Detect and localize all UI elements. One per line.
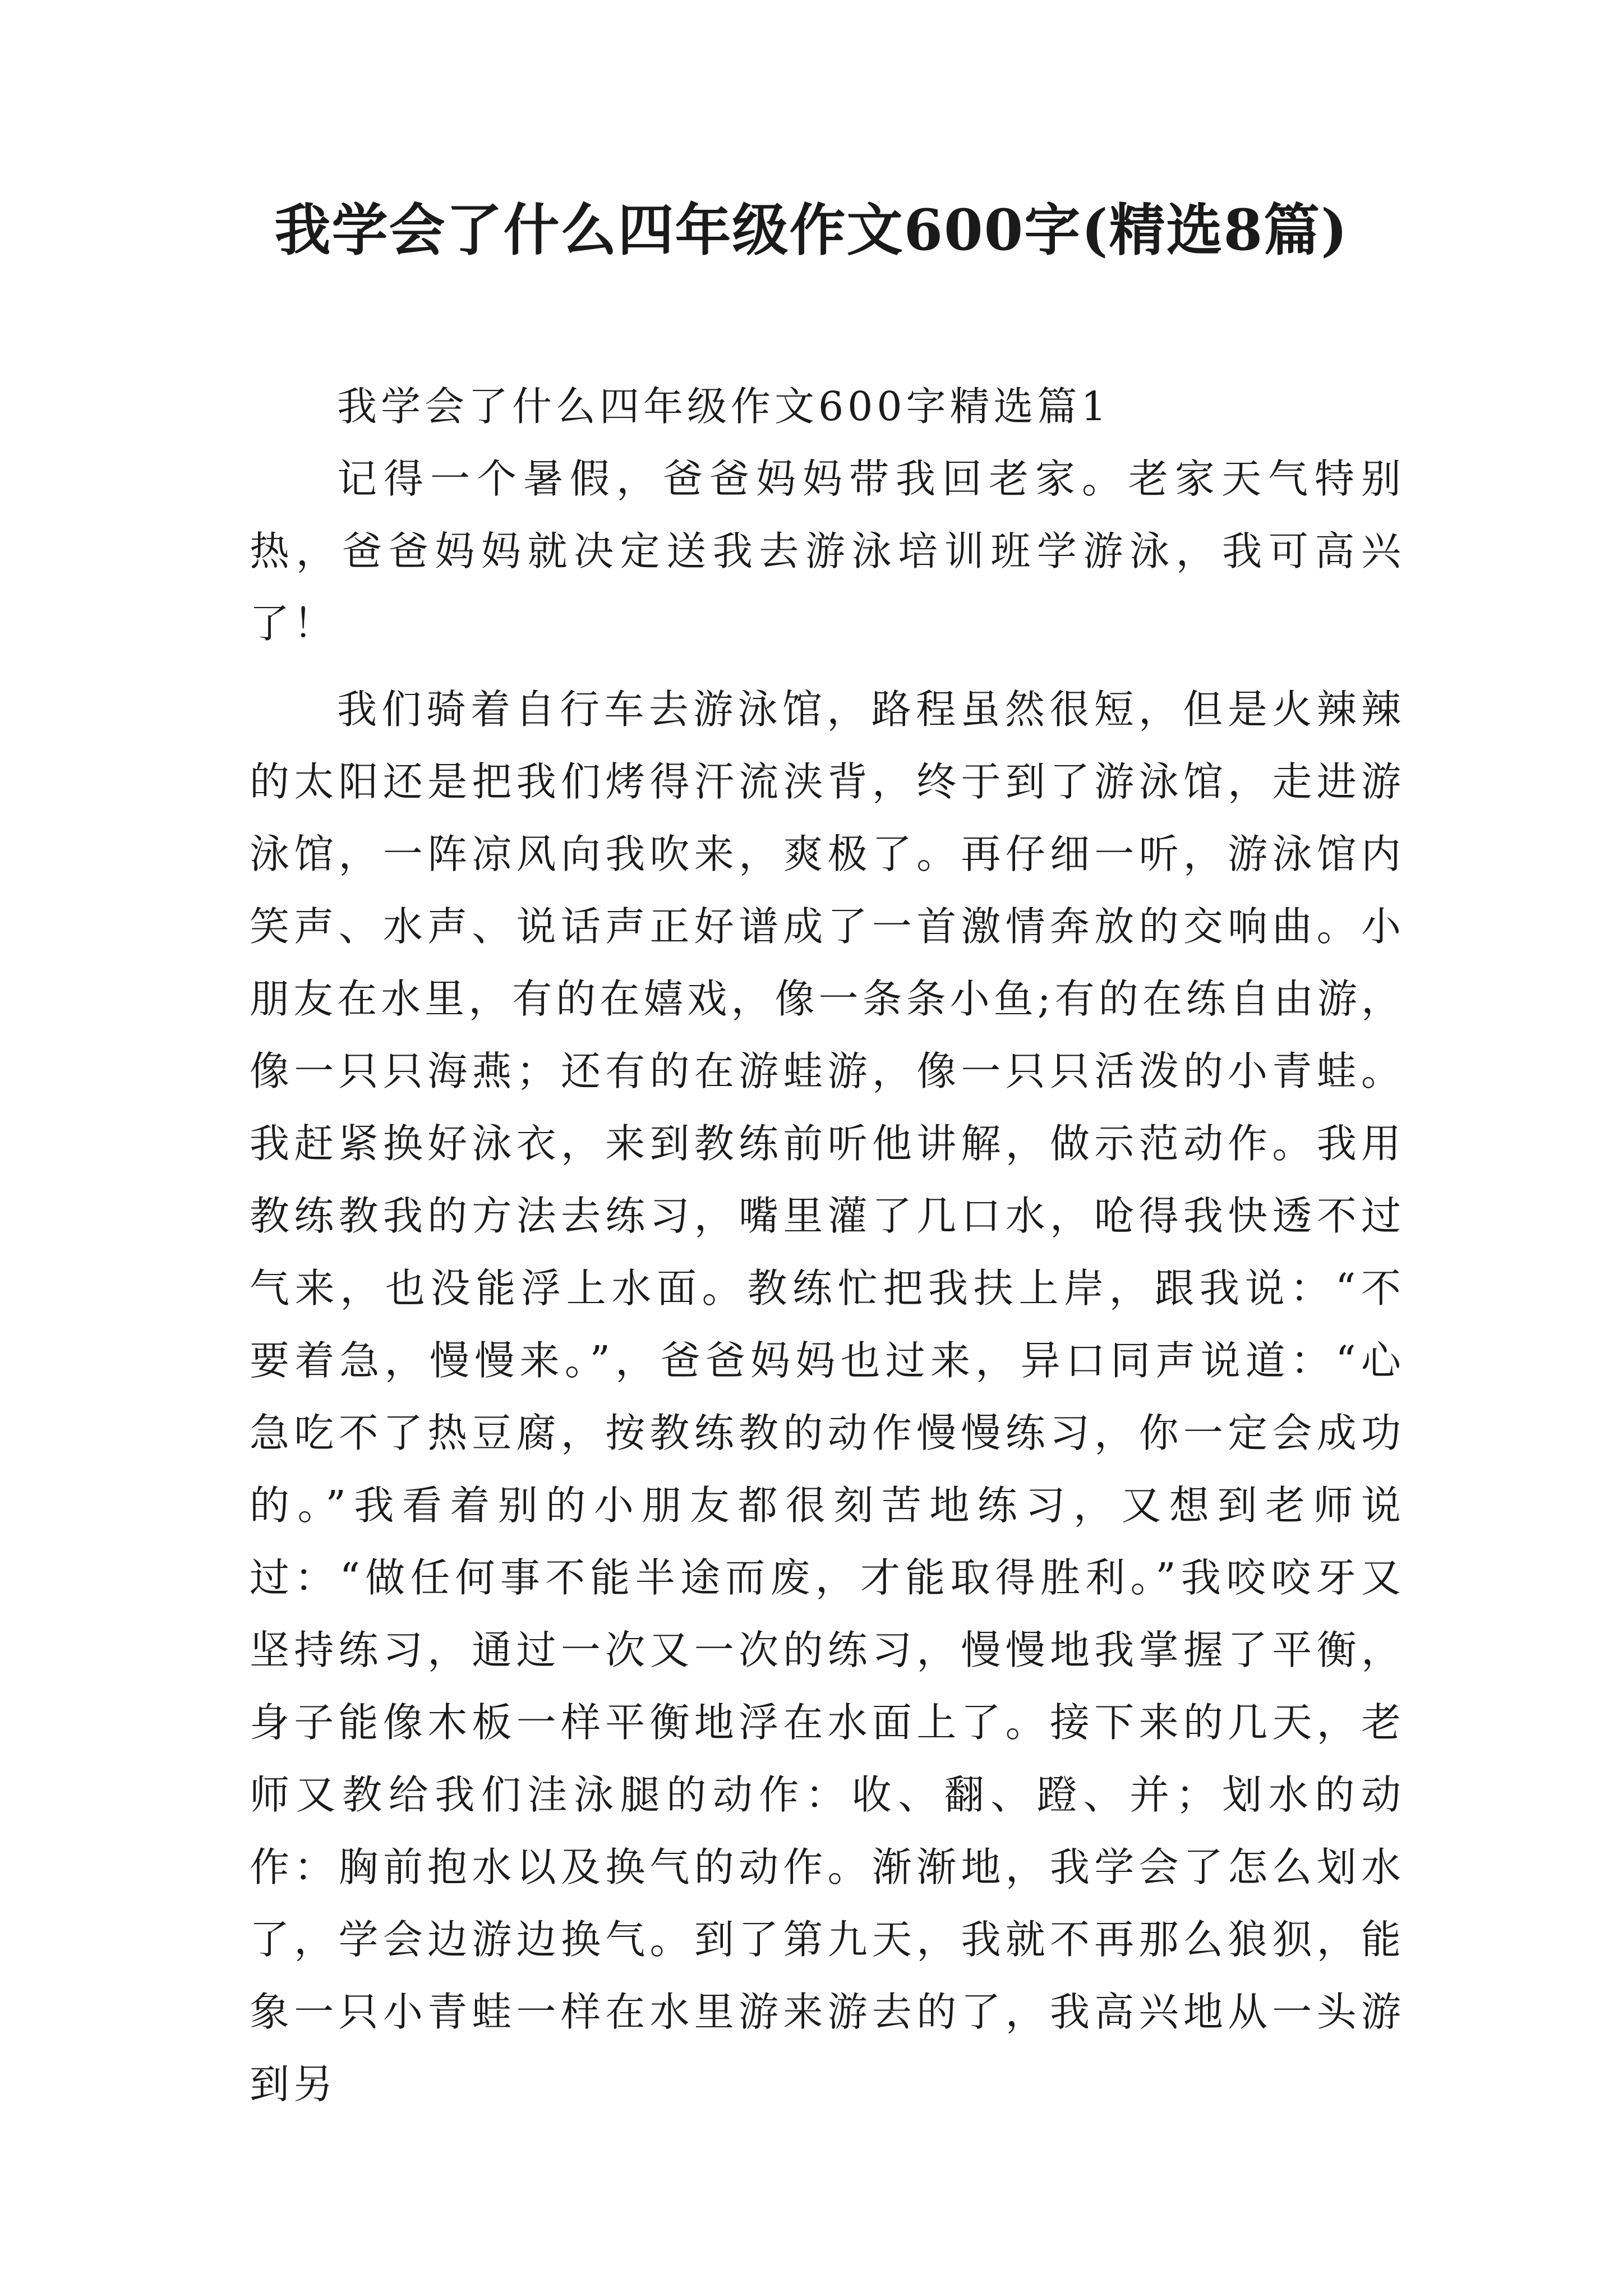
section-heading: 我学会了什么四年级作文600字精选篇1 bbox=[337, 383, 1110, 430]
paragraph-1: 记得一个暑假，爸爸妈妈带我回老家。老家天气特别热，爸爸妈妈就决定送我去游泳培训班学游泳，我可高兴了！ bbox=[250, 455, 1405, 647]
document-body bbox=[250, 370, 1405, 2120]
document-title: 我学会了什么四年级作文600字(精选8篇) bbox=[274, 197, 1349, 263]
paragraph-2: 我们骑着自行车去游泳馆，路程虽然很短，但是火辣辣的太阳还是把我们烤得汗流浃背，终于到了游泳馆，走进游泳馆，一阵凉风向我吹来，爽极了。再仔细一听，游泳馆内笑声、水声、说话声正好谱成了一首激情奔放的交响曲。小朋友在水里，有的在嬉戏，像一条条小鱼;有的在练自由游，像一只只海燕；还有的在游蛙游，像一只只活泼的小青蛙。我赶紧换好泳衣，来到教练前听他讲解，做示范动作。我用教练教我的方法去练习，嘴里灌了几口水，呛得我快透不过气来，也没能浮上水面。教练忙把我扶上岸，跟我说：“不要着急，慢慢来。”，爸爸妈妈也过来，异口同声说道：“心急吃不了热豆腐，按教练教的动作慢慢练习，你一定会成功的。”我看着别的小朋友都很刻苦地练习，又想到老师说过：“做任何事不能半途而废，才能取得胜利。”我咬咬牙又坚持练习，通过一次又一次的练习，慢慢地我掌握了平衡，身子能像木板一样平衡地浮在水面上了。接下来的几天，老师又教给我们洼泳腿的动作：收、翻、蹬、并；划水的动作：胸前抱水以及换气的动作。渐渐地，我学会了怎么划水了，学会边游边换气。到了第九天，我就不再那么狼狈，能象一只小青蛙一样在水里游来游去的了，我高兴地从一头游到另 bbox=[250, 686, 1405, 2108]
